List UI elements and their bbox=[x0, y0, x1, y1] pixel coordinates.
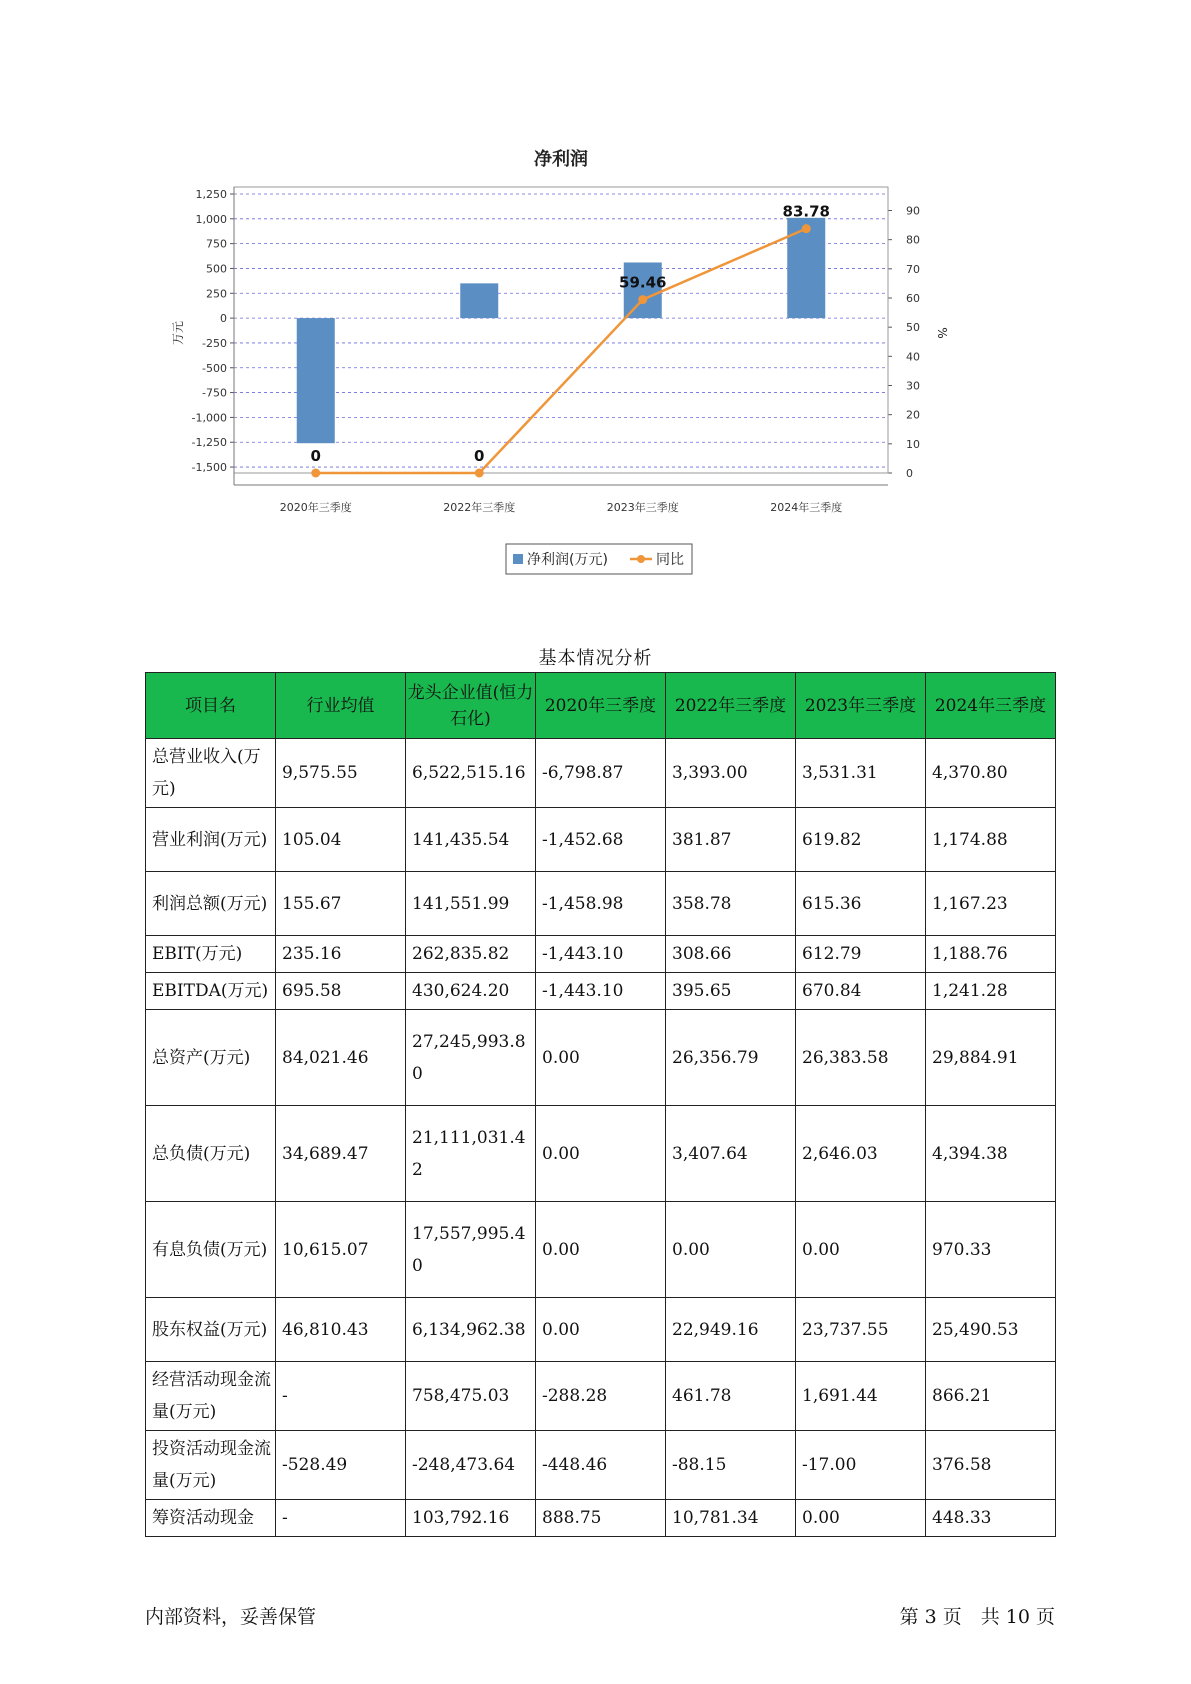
y2-tick-label: 10 bbox=[906, 437, 920, 451]
value-cell: 0.00 bbox=[796, 1500, 926, 1537]
row-label-cell: EBIT(万元) bbox=[146, 936, 276, 973]
basic-analysis-table bbox=[145, 672, 1056, 1537]
value-cell: -248,473.64 bbox=[406, 1431, 536, 1500]
x-tick-label: 2022年三季度 bbox=[443, 501, 516, 514]
value-cell: 0.00 bbox=[536, 1298, 666, 1362]
value-cell: -288.28 bbox=[536, 1362, 666, 1431]
row-label-cell: 筹资活动现金 bbox=[146, 1500, 276, 1537]
header-2022q3: 2022年三季度 bbox=[666, 673, 796, 739]
y-tick-label: -250 bbox=[202, 336, 227, 350]
value-cell: 430,624.20 bbox=[406, 973, 536, 1010]
table-row bbox=[146, 1106, 1056, 1202]
value-cell: 155.67 bbox=[276, 872, 406, 936]
y2-tick-label: 50 bbox=[906, 321, 920, 335]
table-row bbox=[146, 1431, 1056, 1500]
value-cell: 461.78 bbox=[666, 1362, 796, 1431]
table-row bbox=[146, 936, 1056, 973]
value-cell: 758,475.03 bbox=[406, 1362, 536, 1431]
value-cell: 6,522,515.16 bbox=[406, 739, 536, 808]
value-cell: 695.58 bbox=[276, 973, 406, 1010]
legend-line-label: 同比 bbox=[656, 552, 684, 568]
table-row bbox=[146, 1500, 1056, 1537]
value-cell: 6,134,962.38 bbox=[406, 1298, 536, 1362]
legend-line-marker bbox=[637, 555, 645, 563]
value-cell: 27,245,993.80 bbox=[406, 1010, 536, 1106]
footer-page-number: 第 3 页 共 10 页 bbox=[899, 1606, 1055, 1628]
value-cell: -6,798.87 bbox=[536, 739, 666, 808]
y-tick-label: -500 bbox=[202, 361, 227, 375]
value-cell: 2,646.03 bbox=[796, 1106, 926, 1202]
value-cell: 448.33 bbox=[926, 1500, 1056, 1537]
x-tick-label: 2020年三季度 bbox=[279, 501, 352, 514]
x-tick-label: 2024年三季度 bbox=[770, 501, 843, 514]
y-tick-label: -750 bbox=[202, 386, 227, 400]
data-label-yoy: 59.46 bbox=[619, 273, 667, 292]
value-cell: -88.15 bbox=[666, 1431, 796, 1500]
value-cell: 612.79 bbox=[796, 936, 926, 973]
data-label-yoy: 0 bbox=[474, 447, 485, 465]
table-row bbox=[146, 973, 1056, 1010]
value-cell: 141,435.54 bbox=[406, 808, 536, 872]
table-row bbox=[146, 1202, 1056, 1298]
y-tick-label: 750 bbox=[206, 237, 227, 251]
y-axis-label: 万元 bbox=[171, 320, 185, 346]
y-tick-label: -1,000 bbox=[191, 411, 227, 425]
value-cell: 25,490.53 bbox=[926, 1298, 1056, 1362]
line-yoy bbox=[316, 229, 807, 473]
value-cell: 1,188.76 bbox=[926, 936, 1056, 973]
value-cell: 23,737.55 bbox=[796, 1298, 926, 1362]
table-row bbox=[146, 1298, 1056, 1362]
row-label-cell: 总负债(万元) bbox=[146, 1106, 276, 1202]
value-cell: 1,167.23 bbox=[926, 872, 1056, 936]
value-cell: 381.87 bbox=[666, 808, 796, 872]
value-cell: 26,383.58 bbox=[796, 1010, 926, 1106]
value-cell: 376.58 bbox=[926, 1431, 1056, 1500]
value-cell: 84,021.46 bbox=[276, 1010, 406, 1106]
row-label-cell: EBITDA(万元) bbox=[146, 973, 276, 1010]
table-row bbox=[146, 872, 1056, 936]
y-tick-label: 250 bbox=[206, 287, 227, 301]
value-cell: -1,443.10 bbox=[536, 936, 666, 973]
value-cell: 17,557,995.40 bbox=[406, 1202, 536, 1298]
value-cell: 1,174.88 bbox=[926, 808, 1056, 872]
y2-tick-label: 70 bbox=[906, 262, 920, 276]
y2-tick-label: 30 bbox=[906, 379, 920, 393]
value-cell: 34,689.47 bbox=[276, 1106, 406, 1202]
y2-axis-label: % bbox=[935, 327, 949, 339]
value-cell: 358.78 bbox=[666, 872, 796, 936]
y2-tick-label: 60 bbox=[906, 292, 920, 305]
line-point-yoy bbox=[475, 469, 484, 478]
header-industry-avg: 行业均值 bbox=[276, 673, 406, 739]
value-cell: 888.75 bbox=[536, 1500, 666, 1537]
value-cell: -17.00 bbox=[796, 1431, 926, 1500]
value-cell: 235.16 bbox=[276, 936, 406, 973]
value-cell: -528.49 bbox=[276, 1431, 406, 1500]
bar-net-profit bbox=[460, 283, 498, 318]
value-cell: 9,575.55 bbox=[276, 739, 406, 808]
value-cell: 866.21 bbox=[926, 1362, 1056, 1431]
table-caption: 基本情况分析 bbox=[538, 648, 653, 669]
table-row bbox=[146, 739, 1056, 808]
header-2023q3: 2023年三季度 bbox=[796, 673, 926, 739]
y-tick-label: 0 bbox=[220, 312, 227, 326]
row-label-cell: 有息负债(万元) bbox=[146, 1202, 276, 1298]
value-cell: 670.84 bbox=[796, 973, 926, 1010]
data-label-yoy: 83.78 bbox=[782, 202, 830, 221]
value-cell: 615.36 bbox=[796, 872, 926, 936]
line-point-yoy bbox=[638, 295, 647, 304]
value-cell: 3,393.00 bbox=[666, 739, 796, 808]
value-cell: 29,884.91 bbox=[926, 1010, 1056, 1106]
value-cell: 141,551.99 bbox=[406, 872, 536, 936]
table-row bbox=[146, 808, 1056, 872]
value-cell: -448.46 bbox=[536, 1431, 666, 1500]
y2-tick-label: 90 bbox=[906, 204, 920, 218]
value-cell: 4,394.38 bbox=[926, 1106, 1056, 1202]
y2-tick-label: 0 bbox=[906, 467, 913, 480]
value-cell: 46,810.43 bbox=[276, 1298, 406, 1362]
value-cell: 10,615.07 bbox=[276, 1202, 406, 1298]
value-cell: 395.65 bbox=[666, 973, 796, 1010]
value-cell: 0.00 bbox=[536, 1010, 666, 1106]
value-cell: 105.04 bbox=[276, 808, 406, 872]
value-cell: 0.00 bbox=[536, 1202, 666, 1298]
value-cell: - bbox=[276, 1500, 406, 1537]
y2-tick-label: 20 bbox=[906, 408, 920, 422]
value-cell: 0.00 bbox=[536, 1106, 666, 1202]
y-tick-label: -1,250 bbox=[191, 436, 227, 450]
value-cell: - bbox=[276, 1362, 406, 1431]
footer-confidential-note: 内部资料，妥善保管 bbox=[145, 1606, 317, 1628]
value-cell: 1,691.44 bbox=[796, 1362, 926, 1431]
row-label-cell: 总资产(万元) bbox=[146, 1010, 276, 1106]
row-label-cell: 投资活动现金流量(万元) bbox=[146, 1431, 276, 1500]
value-cell: 3,407.64 bbox=[666, 1106, 796, 1202]
row-label-cell: 总营业收入(万元) bbox=[146, 739, 276, 808]
data-label-yoy: 0 bbox=[310, 447, 321, 465]
value-cell: 262,835.82 bbox=[406, 936, 536, 973]
y-tick-label: 1,250 bbox=[195, 187, 227, 201]
legend-bar-label: 净利润(万元) bbox=[527, 552, 608, 568]
header-item-name: 项目名 bbox=[146, 673, 276, 739]
value-cell: 103,792.16 bbox=[406, 1500, 536, 1537]
value-cell: 21,111,031.42 bbox=[406, 1106, 536, 1202]
table-row bbox=[146, 1362, 1056, 1431]
header-2024q3: 2024年三季度 bbox=[926, 673, 1056, 739]
y-tick-label: -1,500 bbox=[191, 461, 227, 475]
x-tick-label: 2023年三季度 bbox=[606, 501, 679, 514]
bar-net-profit bbox=[297, 318, 335, 443]
value-cell: 3,531.31 bbox=[796, 739, 926, 808]
y-tick-label: 1,000 bbox=[195, 212, 227, 226]
value-cell: 22,949.16 bbox=[666, 1298, 796, 1362]
row-label-cell: 经营活动现金流量(万元) bbox=[146, 1362, 276, 1431]
row-label-cell: 营业利润(万元) bbox=[146, 808, 276, 872]
net-profit-chart bbox=[170, 140, 1030, 600]
value-cell: -1,452.68 bbox=[536, 808, 666, 872]
table-row bbox=[146, 1010, 1056, 1106]
y-tick-label: 500 bbox=[206, 262, 227, 276]
value-cell: 0.00 bbox=[666, 1202, 796, 1298]
value-cell: 1,241.28 bbox=[926, 973, 1056, 1010]
value-cell: 308.66 bbox=[666, 936, 796, 973]
value-cell: 0.00 bbox=[796, 1202, 926, 1298]
legend-bar-swatch bbox=[513, 554, 523, 564]
value-cell: -1,458.98 bbox=[536, 872, 666, 936]
line-point-yoy bbox=[802, 224, 811, 233]
value-cell: 970.33 bbox=[926, 1202, 1056, 1298]
value-cell: -1,443.10 bbox=[536, 973, 666, 1010]
value-cell: 26,356.79 bbox=[666, 1010, 796, 1106]
header-leader-value: 龙头企业值(恒力石化) bbox=[406, 673, 536, 739]
line-point-yoy bbox=[311, 469, 320, 478]
value-cell: 619.82 bbox=[796, 808, 926, 872]
value-cell: 10,781.34 bbox=[666, 1500, 796, 1537]
row-label-cell: 股东权益(万元) bbox=[146, 1298, 276, 1362]
table-header-row bbox=[146, 673, 1056, 739]
chart-title: 净利润 bbox=[534, 149, 588, 170]
row-label-cell: 利润总额(万元) bbox=[146, 872, 276, 936]
y2-tick-label: 80 bbox=[906, 233, 920, 247]
header-2020q3: 2020年三季度 bbox=[536, 673, 666, 739]
y2-tick-label: 40 bbox=[906, 350, 920, 364]
value-cell: 4,370.80 bbox=[926, 739, 1056, 808]
